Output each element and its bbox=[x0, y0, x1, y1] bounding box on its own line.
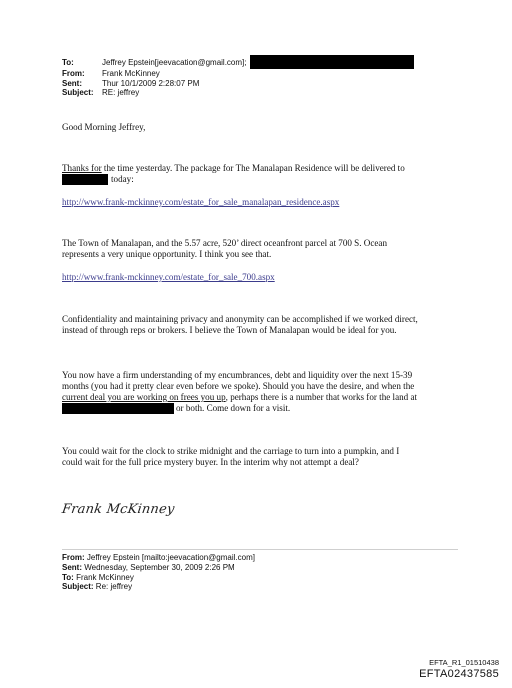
forwarded-subject-label: Subject: bbox=[62, 582, 94, 592]
header-subject-row bbox=[62, 88, 414, 98]
paragraph-1-line-2 bbox=[62, 174, 462, 185]
header-sent-row bbox=[62, 79, 414, 89]
paragraph-3-line-1: Confidentiality and maintaining privacy and anonymity can be accomplished if we worked direct, bbox=[62, 314, 418, 324]
text-run: or both. Come down for a visit. bbox=[176, 403, 291, 413]
from-value: Frank McKinney bbox=[102, 69, 160, 78]
sent-value: Thur 10/1/2009 2:28:07 PM bbox=[102, 78, 200, 88]
paragraph-1-line-1 bbox=[62, 163, 462, 174]
paragraph-4-line-3 bbox=[62, 392, 462, 403]
subject-label: Subject: bbox=[62, 88, 94, 98]
redaction-box bbox=[62, 403, 174, 414]
forwarded-sent-value: Wednesday, September 30, 2009 2:26 PM bbox=[84, 562, 235, 572]
paragraph-3 bbox=[62, 314, 462, 336]
paragraph-4-line-4 bbox=[62, 403, 462, 414]
forwarded-subject-value: Re: jeffrey bbox=[95, 582, 133, 592]
paragraph-4-line-1: You now have a firm understanding of my encumbrances, debt and liquidity over the next 15-39 bbox=[62, 370, 413, 380]
to-value: Jeffrey Epstein[jeevacation@gmail.com]; bbox=[102, 58, 247, 67]
bates-code-large: EFTA02437585 bbox=[419, 668, 499, 680]
paragraph-4 bbox=[62, 370, 462, 414]
paragraph-5-line-1: You could wait for the clock to strike midnight and the carriage to turn into a pumpkin, and I bbox=[62, 446, 400, 456]
handwritten-signature: Frank McKinney bbox=[60, 502, 176, 517]
divider bbox=[62, 549, 458, 550]
paragraph-1 bbox=[62, 163, 462, 185]
email-header bbox=[62, 58, 414, 98]
forwarded-to-row bbox=[62, 573, 255, 583]
paragraph-5 bbox=[62, 446, 462, 468]
paragraph-2-line-1: The Town of Manalapan, and the 5.57 acre, 520’ direct oceanfront parcel at 700 S. Ocean bbox=[62, 238, 388, 248]
forwarded-from-label: From: bbox=[62, 553, 85, 562]
bates-code-small: EFTA_R1_01510438 bbox=[429, 658, 499, 667]
forwarded-header bbox=[62, 553, 255, 592]
header-from-row bbox=[62, 69, 414, 79]
forwarded-to-value: Frank McKinney bbox=[76, 572, 134, 582]
paragraph-2-line-2: represents a very unique opportunity. I think you see that. bbox=[62, 249, 272, 259]
forwarded-to-label: To: bbox=[62, 572, 74, 582]
forwarded-from-value: Jeffrey Epstein [mailto:jeevacation@gmail.com] bbox=[86, 553, 255, 562]
link-700-ocean[interactable]: http://www.frank-mckinney.com/estate_for_sale_700.aspx bbox=[62, 272, 275, 282]
header-to-row bbox=[62, 58, 414, 69]
underlined-text: current deal you are working on frees you up bbox=[62, 392, 226, 402]
text-run: today: bbox=[111, 174, 134, 184]
redaction-box bbox=[250, 55, 414, 69]
forwarded-sent-row bbox=[62, 563, 255, 573]
to-label: To: bbox=[62, 58, 74, 67]
link-manalapan-residence[interactable]: http://www.frank-mckinney.com/estate_for_sale_manalapan_residence.aspx bbox=[62, 197, 340, 207]
subject-value: RE: jeffrey bbox=[102, 88, 140, 98]
paragraph-5-line-2: could wait for the full price mystery buyer. In the interim why not attempt a deal? bbox=[62, 457, 359, 467]
text-run: the time yesterday. The package for The Manalapan Residence will be delivered to bbox=[101, 163, 405, 173]
underlined-text: Thanks for bbox=[62, 163, 102, 173]
sent-label: Sent: bbox=[62, 78, 82, 88]
greeting: Good Morning Jeffrey, bbox=[62, 122, 146, 132]
text-run: , perhaps there is a number that works for the land at bbox=[225, 392, 418, 402]
from-label: From: bbox=[62, 69, 85, 78]
forwarded-subject-row bbox=[62, 582, 255, 592]
paragraph-3-line-2: instead of through reps or brokers. I believe the Town of Manalapan would be ideal for you. bbox=[62, 325, 397, 335]
redaction-box bbox=[62, 174, 108, 185]
paragraph-4-line-2: months (you had it pretty clear even before we spoke). Should you have the desire, and when the bbox=[62, 381, 415, 391]
paragraph-2 bbox=[62, 238, 462, 260]
forwarded-from-row bbox=[62, 553, 255, 563]
forwarded-sent-label: Sent: bbox=[62, 562, 82, 572]
